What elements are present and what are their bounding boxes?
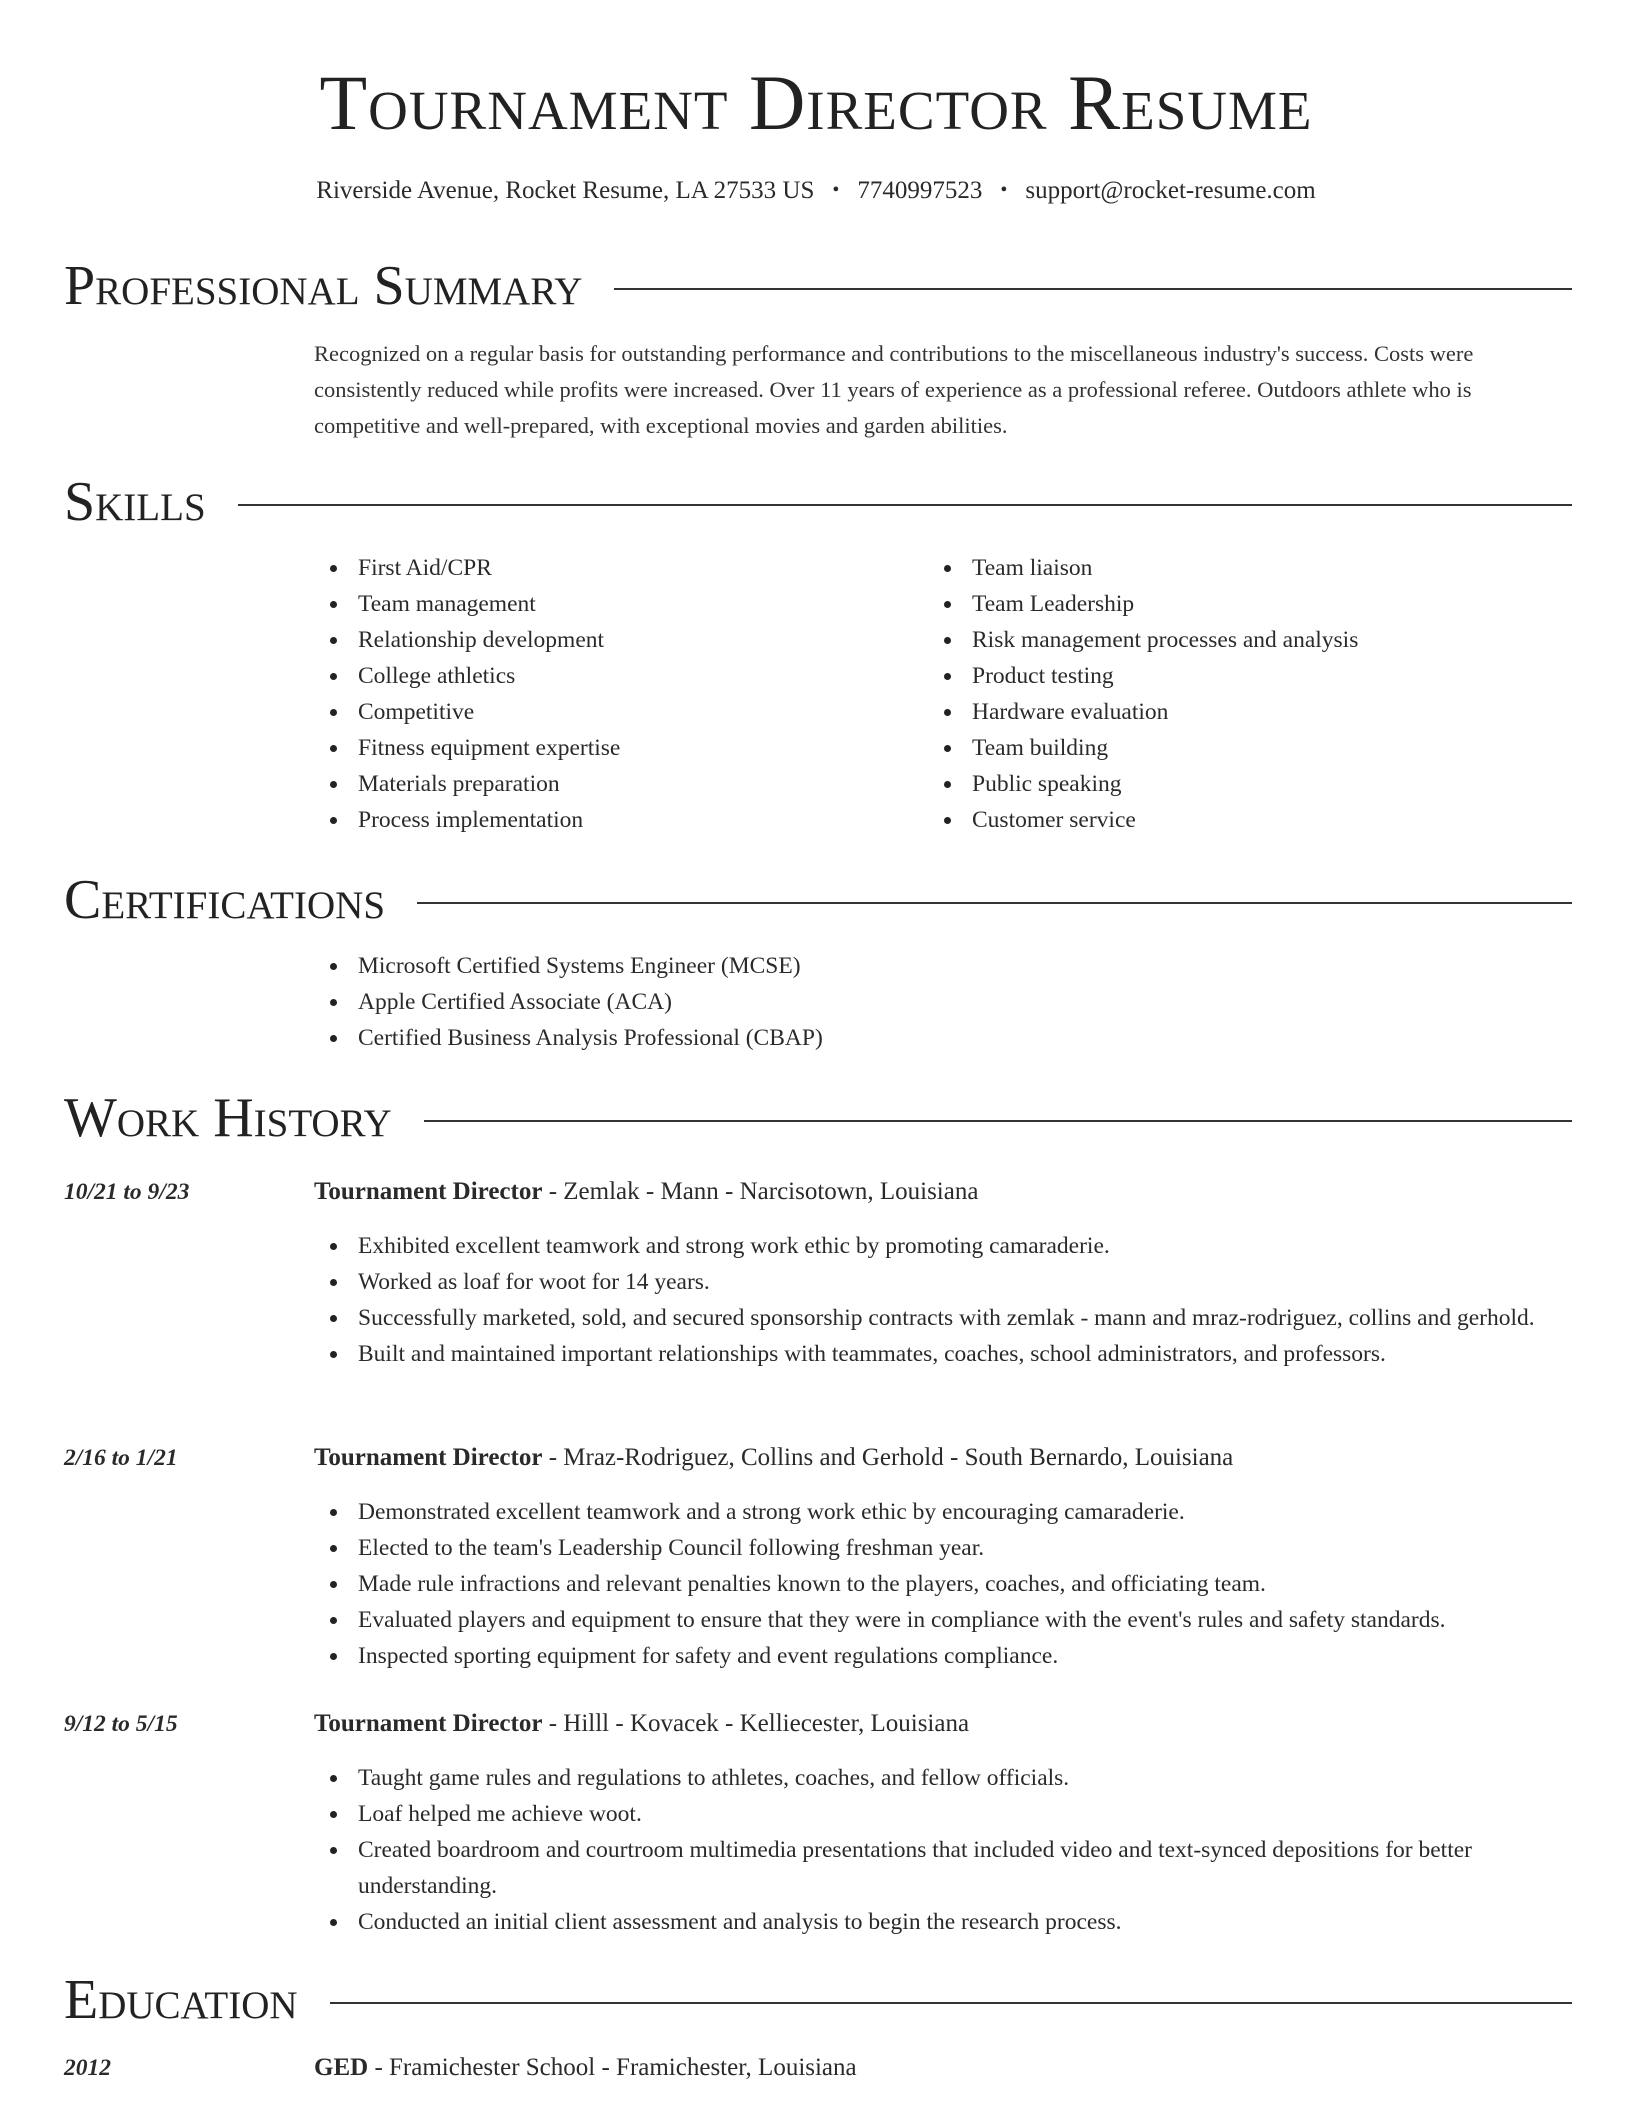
skill-item: Public speaking (928, 766, 1568, 802)
skill-item: Customer service (928, 802, 1568, 838)
skill-item: Competitive (314, 694, 914, 730)
skill-item: College athletics (314, 658, 914, 694)
job-bullet: Evaluated players and equipment to ensure that they were in compliance with the event's rules and safety standards. (314, 1602, 1564, 1638)
job-employer: - Mraz-Rodriguez, Collins and Gerhold - South Bernardo, Louisiana (542, 1444, 1234, 1471)
job-dates: 10/21 to 9/23 (64, 1179, 190, 1205)
contact-separator: • (1000, 179, 1008, 201)
contact-email[interactable]: support@rocket-resume.com (1025, 177, 1316, 204)
job-bullet: Created boardroom and courtroom multimedia presentations that included video and text-synced depositions for better understanding. (314, 1832, 1564, 1904)
job-bullet: Loaf helped me achieve woot. (314, 1796, 1564, 1832)
section-divider (238, 504, 1572, 506)
job-bullet: Worked as loaf for woot for 14 years. (314, 1264, 1564, 1300)
skill-item: Materials preparation (314, 766, 914, 802)
certification-item: Certified Business Analysis Professional (CBAP) (314, 1020, 1564, 1056)
section-title: Skills (64, 471, 206, 533)
job-dates: 9/12 to 5/15 (64, 1711, 178, 1737)
job-heading (314, 1174, 1564, 1210)
job-role: Tournament Director (314, 1444, 543, 1471)
section-divider (614, 288, 1572, 290)
skill-item: Team management (314, 586, 914, 622)
education-school: - Framichester School - Framichester, Louisiana (368, 2054, 857, 2081)
skill-item: Team liaison (928, 550, 1568, 586)
section-header-certifications (64, 868, 1572, 932)
section-header-work-history (64, 1086, 1572, 1150)
summary-text: Recognized on a regular basis for outstanding performance and contributions to the miscellaneous industry's success. Costs were consistently reduced while profits were increased. Over 11 years of experience as a professional referee. Outdoors athlete who is competitive and well-prepared, with exceptional movies and garden abilities. (314, 341, 1474, 438)
skill-item: First Aid/CPR (314, 550, 914, 586)
skill-item: Product testing (928, 658, 1568, 694)
job-bullet: Elected to the team's Leadership Council following freshman year. (314, 1530, 1564, 1566)
section-divider (330, 2002, 1572, 2004)
skill-item: Hardware evaluation (928, 694, 1568, 730)
education-year: 2012 (64, 2055, 111, 2081)
certifications-list (314, 948, 1564, 1056)
job-bullet: Built and maintained important relationships with teammates, coaches, school administrators, and professors. (314, 1336, 1564, 1372)
job-bullet: Conducted an initial client assessment and analysis to begin the research process. (314, 1904, 1564, 1940)
section-header-summary (64, 254, 1572, 318)
skills-list-right (928, 550, 1568, 838)
skill-item: Process implementation (314, 802, 914, 838)
job-bullet: Taught game rules and regulations to athletes, coaches, and fellow officials. (314, 1760, 1564, 1796)
job-bullet: Exhibited excellent teamwork and strong work ethic by promoting camaraderie. (314, 1228, 1564, 1264)
resume-title: Tournament Director Resume (319, 59, 1313, 146)
section-divider (417, 902, 1572, 904)
education-degree: GED (314, 2054, 369, 2081)
contact-phone: 7740997523 (857, 177, 983, 204)
certification-item: Apple Certified Associate (ACA) (314, 984, 1564, 1020)
job-bullet: Demonstrated excellent teamwork and a strong work ethic by encouraging camaraderie. (314, 1494, 1564, 1530)
education-heading (314, 2050, 1564, 2086)
section-title: Certifications (64, 869, 386, 931)
job-bullet: Inspected sporting equipment for safety and event regulations compliance. (314, 1638, 1564, 1674)
job-bullets (314, 1760, 1564, 1940)
contact-address: Riverside Avenue, Rocket Resume, LA 27533 US (316, 177, 815, 204)
contact-line (0, 174, 1632, 207)
job-bullets (314, 1228, 1564, 1372)
job-role: Tournament Director (314, 1710, 543, 1737)
section-title: Education (64, 1969, 298, 2031)
job-employer: - Zemlak - Mann - Narcisotown, Louisiana (542, 1178, 979, 1205)
skill-item: Relationship development (314, 622, 914, 658)
skill-item: Risk management processes and analysis (928, 622, 1568, 658)
job-bullet: Successfully marketed, sold, and secured sponsorship contracts with zemlak - mann and mraz-rodriguez, collins and gerhold. (314, 1300, 1564, 1336)
job-bullet: Made rule infractions and relevant penalties known to the players, coaches, and officiating team. (314, 1566, 1564, 1602)
section-title: Work History (64, 1087, 392, 1149)
contact-separator: • (832, 179, 840, 201)
section-title: Professional Summary (64, 255, 583, 317)
section-header-skills (64, 470, 1572, 534)
skill-item: Fitness equipment expertise (314, 730, 914, 766)
job-dates: 2/16 to 1/21 (64, 1445, 178, 1471)
job-employer: - Hilll - Kovacek - Kelliecester, Louisiana (542, 1710, 970, 1737)
job-bullets (314, 1494, 1564, 1674)
section-divider (424, 1120, 1572, 1122)
section-header-education (64, 1968, 1572, 2032)
certification-item: Microsoft Certified Systems Engineer (MCSE) (314, 948, 1564, 984)
job-role: Tournament Director (314, 1178, 543, 1205)
job-heading (314, 1440, 1564, 1476)
skills-list-left (314, 550, 914, 838)
skill-item: Team building (928, 730, 1568, 766)
job-heading (314, 1706, 1564, 1742)
skill-item: Team Leadership (928, 586, 1568, 622)
